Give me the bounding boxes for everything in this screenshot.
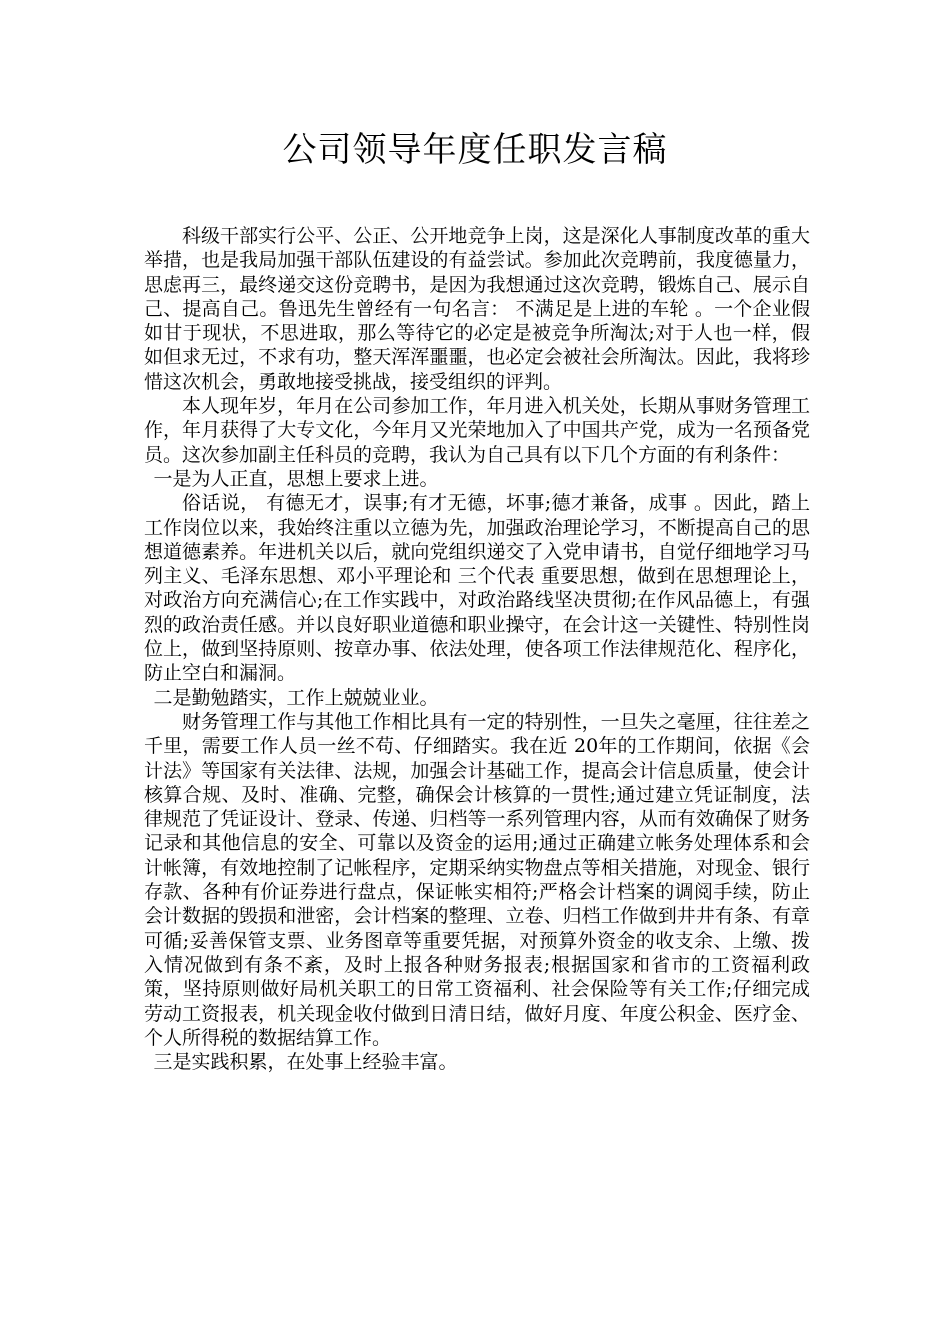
section-heading-2: 二是勤勉踏实，工作上兢兢业业。	[153, 686, 439, 709]
document-title: 公司领导年度任职发言稿	[282, 130, 668, 170]
section-heading-1: 一是为人正直，思想上要求上进。	[153, 467, 439, 490]
document-body	[144, 224, 810, 1074]
paragraph-integrity: 俗话说， 有德无才，误事;有才无德，坏事;德才兼备，成事 。因此，踏上工作岗位以来，我始终注重以立德为先，加强政治理论学习，不断提高自己的思想道德素养。年进机关以后，就向党组织递交了入党申请书，自觉仔细地学习马列主义、毛泽东思想、邓小平理论和 三个代表 重要思想，做到在思想理论上，对政治方向充满信心;在工作实践中，对政治路线坚决贯彻;在作风品德上，有强烈的政治责任感。并以良好职业道德和职业操守，在会计这一关键性、特别性岗位上，做到坚持原则、按章办事、依法处理，使各项工作法律规范化、程序化，防止空白和漏洞。	[144, 492, 810, 685]
paragraph-intro: 科级干部实行公平、公正、公开地竞争上岗，这是深化人事制度改革的重大举措，也是我局加强干部队伍建设的有益尝试。参加此次竞聘前，我度德量力，思虑再三，最终递交这份竞聘书，是因为我想通过这次竞聘，锻炼自己、展示自己、提高自己。鲁迅先生曾经有一句名言： 不满足是上进的车轮 。一个企业假如甘于现状，不思进取，那么等待它的必定是被竞争所淘汰;对于人也一样，假如但求无过，不求有功，整天浑浑噩噩，也必定会被社会所淘汰。因此，我将珍惜这次机会，勇敢地接受挑战，接受组织的评判。	[144, 225, 810, 393]
paragraph-diligence: 财务管理工作与其他工作相比具有一定的特别性，一旦失之毫厘，往往差之千里，需要工作人员一丝不苟、仔细踏实。我在近 20年的工作期间，依据《会计法》等国家有关法律、法规，加强会计基础工作，提高会计信息质量，使会计核算合规、及时、准确、完整，确保会计核算的一贯性;通过建立凭证制度，法律规范了凭证设计、登录、传递、归档等一系列管理内容，从而有效确保了财务记录和其他信息的安全、可靠以及资金的运用;通过正确建立帐务处理体系和会计帐簿，有效地控制了记帐程序，定期采纳实物盘点等相关措施，对现金、银行存款、各种有价证券进行盘点，保证帐实相符;严格会计档案的调阅手续，防止会计数据的毁损和泄密，会计档案的整理、立卷、归档工作做到井井有条、有章可循;妥善保管支票、业务图章等重要凭据，对预算外资金的收支余、上缴、拨入情况做到有条不紊，及时上报各种财务报表;根据国家和省市的工资福利政策，坚持原则做好局机关职工的日常工资福利、社会保险等有关工作;仔细完成劳动工资报表，机关现金收付做到日清日结，做好月度、年度公积金、医疗金、个人所得税的数据结算工作。	[144, 710, 810, 1049]
paragraph-background: 本人现年岁，年月在公司参加工作，年月进入机关处，长期从事财务管理工作，年月获得了大专文化，今年月又光荣地加入了中国共产党，成为一名预备党员。这次参加副主任科员的竞聘，我认为自己具有以下几个方面的有利条件：	[144, 395, 810, 466]
section-heading-3: 三是实践积累，在处事上经验丰富。	[153, 1051, 458, 1074]
